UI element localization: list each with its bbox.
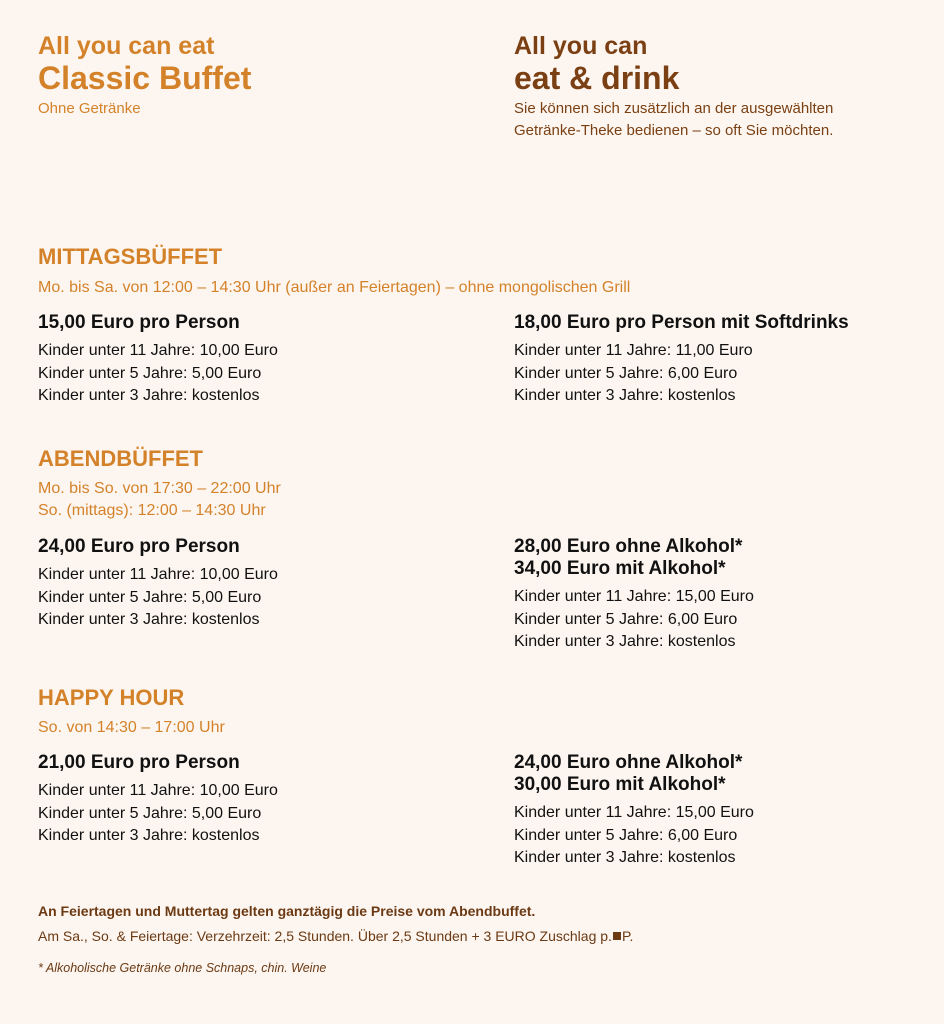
- eat-drink-header: [514, 32, 833, 142]
- price-line: 24,00 Euro pro Person: [38, 536, 240, 557]
- mittag-right: [514, 312, 849, 408]
- abend-left: [38, 536, 278, 632]
- drink-sub1: Sie können sich zusätzlich an der ausgewählten: [514, 100, 834, 117]
- drink-line1: All you can: [514, 32, 648, 60]
- classic-title: Classic Buffet: [38, 60, 252, 96]
- price-line: 24,00 Euro ohne Alkohol*: [514, 752, 743, 773]
- section-info-happy: So. von 14:30 – 17:00 Uhr: [38, 719, 225, 736]
- price-line: 28,00 Euro ohne Alkohol*: [514, 536, 743, 557]
- drink-title: eat & drink: [514, 60, 680, 96]
- kids-line: Kinder unter 11 Jahre: 10,00 Euro: [38, 782, 278, 799]
- kids-line: Kinder unter 5 Jahre: 6,00 Euro: [514, 610, 738, 628]
- happy-left: [38, 752, 278, 848]
- footer-time-note: [38, 928, 633, 944]
- price-line: 21,00 Euro pro Person: [38, 752, 240, 773]
- price-line: 18,00 Euro pro Person mit Softdrinks: [514, 312, 849, 333]
- kids-line: Kinder unter 5 Jahre: 5,00 Euro: [38, 588, 262, 606]
- kids-line: Kinder unter 11 Jahre: 15,00 Euro: [514, 588, 754, 605]
- price-line: 34,00 Euro mit Alkohol*: [514, 558, 726, 579]
- kids-line: Kinder unter 11 Jahre: 15,00 Euro: [514, 804, 754, 821]
- mittag-left: [38, 312, 278, 408]
- kids-line: Kinder unter 5 Jahre: 5,00 Euro: [38, 804, 262, 822]
- kids-line: Kinder unter 11 Jahre: 11,00 Euro: [514, 342, 753, 359]
- kids-line: Kinder unter 3 Jahre: kostenlos: [514, 633, 736, 650]
- classic-line1: All you can eat: [38, 32, 215, 60]
- happy-right: [514, 752, 754, 870]
- kids-line: Kinder unter 3 Jahre: kostenlos: [514, 849, 736, 866]
- price-line: 15,00 Euro pro Person: [38, 312, 240, 333]
- kids-line: Kinder unter 3 Jahre: kostenlos: [38, 387, 260, 404]
- drink-sub2: Getränke-Theke bedienen – so oft Sie möchten.: [514, 122, 834, 139]
- kids-line: Kinder unter 3 Jahre: kostenlos: [514, 387, 736, 404]
- kids-line: Kinder unter 3 Jahre: kostenlos: [38, 611, 260, 628]
- kids-line: Kinder unter 11 Jahre: 10,00 Euro: [38, 342, 278, 359]
- classic-sub: Ohne Getränke: [38, 100, 141, 117]
- section-info-mittag: Mo. bis Sa. von 12:00 – 14:30 Uhr (außer an Feiertagen) – ohne mongolischen Grill: [38, 279, 631, 296]
- kids-line: Kinder unter 5 Jahre: 5,00 Euro: [38, 364, 262, 382]
- abend-right: [514, 536, 754, 654]
- footer-time-text-end: P.: [621, 928, 634, 944]
- footer-holiday-note: An Feiertagen und Muttertag gelten ganztägig die Preise vom Abendbuffet.: [38, 903, 536, 919]
- footnote-alcohol: * Alkoholische Getränke ohne Schnaps, chin. Weine: [38, 961, 327, 975]
- price-line: 30,00 Euro mit Alkohol*: [514, 774, 726, 795]
- kids-line: Kinder unter 3 Jahre: kostenlos: [38, 827, 260, 844]
- square-glyph-icon: [613, 932, 621, 940]
- kids-line: Kinder unter 5 Jahre: 6,00 Euro: [514, 364, 738, 382]
- section-title-mittag: MITTAGSBÜFFET: [38, 244, 223, 269]
- footer-time-text: Am Sa., So. & Feiertage: Verzehrzeit: 2,5 Stunden. Über 2,5 Stunden + 3 EURO Zuschlag p.: [38, 928, 612, 944]
- section-info-abend-2: So. (mittags): 12:00 – 14:30 Uhr: [38, 502, 266, 519]
- kids-line: Kinder unter 11 Jahre: 10,00 Euro: [38, 566, 278, 583]
- classic-buffet-header: [38, 32, 251, 120]
- section-info-abend-1: Mo. bis So. von 17:30 – 22:00 Uhr: [38, 480, 281, 497]
- kids-line: Kinder unter 5 Jahre: 6,00 Euro: [514, 826, 738, 844]
- section-title-happy: HAPPY HOUR: [38, 685, 185, 710]
- section-title-abend: ABENDBÜFFET: [38, 446, 203, 471]
